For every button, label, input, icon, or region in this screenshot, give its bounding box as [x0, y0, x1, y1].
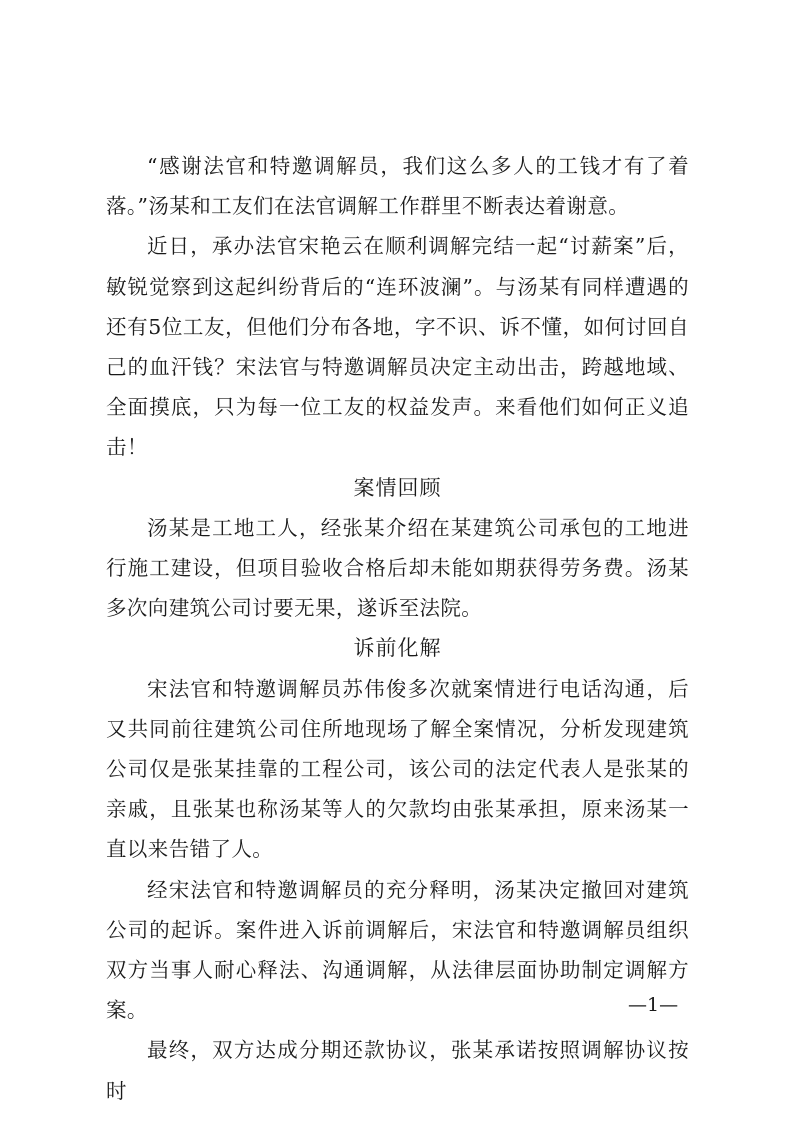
paragraph-agreement: 最终，双方达成分期还款协议，张某承诺按照调解协议按时 [106, 1038, 689, 1103]
body-text [106, 146, 689, 1111]
page-number: —1— [628, 994, 679, 1016]
paragraph-intro: 近日，承办法官宋艳云在顺利调解完结一起“讨薪案”后，敏锐觉察到这起纠纷背后的“连环波澜”。与汤某有同样遭遇的还有5位工友，但他们分布各地，字不识、诉不懂，如何讨回自己的血汗钱？宋法官与特邀调解员决定主动出击，跨越地域、全面摸底，只为每一位工友的权益发声。来看他们如何正义追击！ [106, 234, 689, 460]
section-heading-case-review: 案情回顾 [353, 475, 442, 500]
paragraph-withdrawal: 经宋法官和特邀调解员的充分释明，汤某决定撤回对建筑公司的起诉。案件进入诉前调解后，宋法官和特邀调解员组织双方当事人耐心释法、沟通调解，从法律层面协助制定调解方案。 [106, 877, 689, 1023]
paragraph-investigation: 宋法官和特邀调解员苏伟俊多次就案情进行电话沟通，后又共同前往建筑公司住所地现场了解全案情况，分析发现建筑公司仅是张某挂靠的工程公司，该公司的法定代表人是张某的亲戚，且张某也称汤某等人的欠款均由张某承担，原来汤某一直以来告错了人。 [106, 676, 689, 862]
paragraph-thanks: “感谢法官和特邀调解员，我们这么多人的工钱才有了着落。”汤某和工友们在法官调解工作群里不断表达着谢意。 [106, 154, 689, 219]
section-heading-pre-litigation: 诉前化解 [353, 636, 442, 661]
paragraph-case-review: 汤某是工地工人，经张某介绍在某建筑公司承包的工地进行施工建设，但项目验收合格后却未能如期获得劳务费。汤某多次向建筑公司讨要无果，遂诉至法院。 [106, 515, 689, 621]
